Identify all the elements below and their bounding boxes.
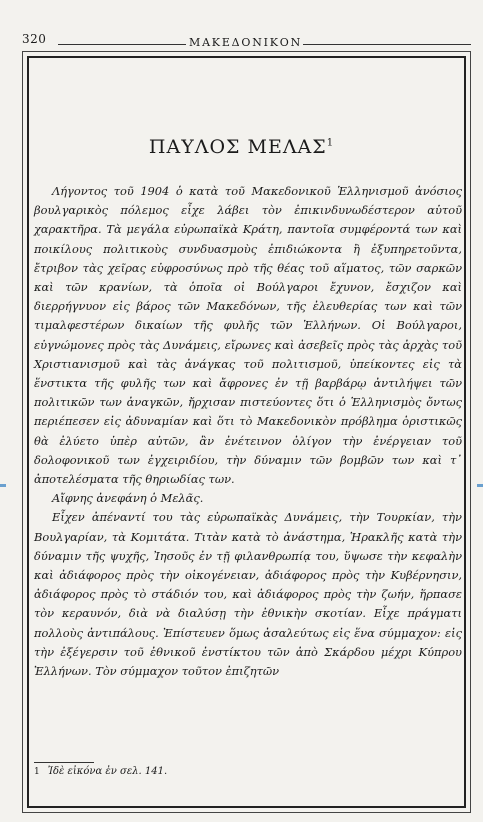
- article-title: [0, 136, 483, 158]
- footnote: [34, 766, 167, 777]
- footnote-mark: 1: [34, 767, 40, 777]
- running-head: ΜΑΚΕΔΟΝΙΚΟΝ: [189, 36, 303, 49]
- paragraph-2: Αἴφνης ἀνεφάνη ὁ Μελᾶς.: [52, 491, 204, 506]
- paragraph-1: Λήγοντος τοῦ 1904 ὁ κατὰ τοῦ Μακεδονικοῦ Ἑλληνισμοῦ ἀνόσιος βουλγαρικὸς πόλεμος εἶχε λάβει τὸν ἐπικινδυνωδέστερον αὐτοῦ χαρακτῆρα. Τὰ μεγάλα εὐρωπαϊκὰ Κράτη, παντοῖα συμφέροντά των καὶ ποικίλους πολιτικοὺς συνδυασμοὺς ἐπιδιώκοντα ἢ ἐξυπηρετοῦντα, ἔτριβον τὰς χεῖρας εὐφροσύνως πρὸ τῆς θέας τοῦ αἵματος, τῶν σαρκῶν καὶ τῶν κρανίων, τὰ ὁποῖα οἱ Βούλγαροι ἔχυνον, ἔσχιζον καὶ διερρήγνυον εἰς βάρος τῶν Μακεδόνων, τῆς ἐλευθερίας των καὶ τῶν τιμαλφεστέρων δικαίων τῆς φυλῆς τῶν Ἑλλήνων. Οἱ Βούλγαροι, εὐγνώμονες πρὸς τὰς Δυνάμεις, εἴρωνες καὶ ἀσεβεῖς πρὸς τὰς ἀρχὰς τοῦ Χριστιανισμοῦ καὶ τὰς ἀνάγκας τοῦ πολιτισμοῦ, ὑπείκοντες εἰς τὰ ἕνστικτα τῆς φυλῆς των καὶ ἄφρονες ἐν τῇ βαρβάρῳ ἀντιλήψει τῶν πολιτικῶν των ἀναγκῶν, ἤρχισαν πιστεύοντες ὅτι ὁ Ἑλληνισμὸς ὄντως περιέπεσεν εἰς ἀδυναμίαν καὶ ὅτι τὸ Μακεδονικὸν πρόβλημα ὁριστικῶς θὰ ἐλύετο ὑπὲρ αὐτῶν, ἂν ἐνέτεινον ὀλίγον τὴν ἐνέργειαν τοῦ δολοφονικοῦ των ἐγχειριδίου, τὴν δύναμιν τῶν βομβῶν των καὶ τ᾿ ἀποτελέσματα τῆς θηριωδίας των.: [34, 184, 462, 487]
- paragraph-3: Εἶχεν ἀπέναντί του τὰς εὐρωπαϊκὰς Δυνάμεις, τὴν Τουρκίαν, τὴν Βουλγαρίαν, τὰ Κομιτάτα. Τιτὰν κατὰ τὸ ἀνάστημα, Ἡρακλῆς κατὰ τὴν δύναμιν τῆς ψυχῆς, Ἰησοῦς ἐν τῇ φιλανθρωπίᾳ του, ὕψωσε τὴν κεφαλὴν καὶ ἀδιάφορος πρὸς τὴν οἰκογένειαν, ἀδιάφορος πρὸς τὴν Κυβέρνησιν, ἀδιάφορος πρὸς τὸ στάδιόν του, καὶ ἀδιάφορος πρὸς τὴν ζωήν, ἥρπασε τὸν κεραυνόν, διὰ νὰ διαλύσῃ τὴν ἐθνικὴν σκοτίαν. Εἶχε πράγματι πολλοὺς ἀντιπάλους. Ἐπίστευεν ὅμως ἀσαλεύτως εἰς ἕνα σύμμαχον: εἰς τὴν ἐξέγερσιν τοῦ ἐθνικοῦ ἐνστίκτου τῶν ἀπὸ Σκάρδου μέχρι Κύπρου Ἑλλήνων. Τὸν σύμμαχον τοῦτον ἐπιζητῶν: [34, 510, 462, 679]
- footnote-text: Ἰδὲ εἰκόνα ἐν σελ. 141.: [47, 766, 168, 777]
- scan-edge-mark-right: [477, 484, 483, 487]
- running-head-rule-left: [58, 44, 186, 45]
- page-number: 320: [22, 32, 47, 46]
- running-head-rule-right: [303, 44, 471, 45]
- footnote-rule: [34, 762, 94, 763]
- scan-edge-mark-left: [0, 484, 6, 487]
- article-body: [34, 182, 462, 681]
- title-footnote-mark: 1: [326, 137, 335, 149]
- article-title-text: ΠΑΥΛΟΣ ΜΕΛΑΣ: [148, 136, 327, 158]
